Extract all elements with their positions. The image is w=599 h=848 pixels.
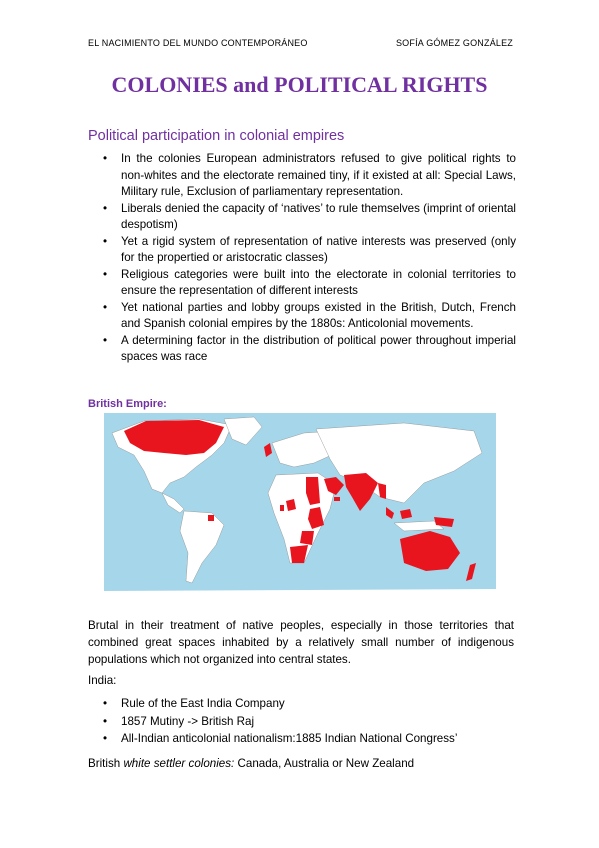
india-list [88,695,518,748]
list-item: • Liberals denied the capacity of ‘natives’ to rule themselves (imprint of oriental despotism) [121,201,516,234]
section-heading-british-empire: British Empire: [88,398,167,410]
list-item: • Religious categories were built into the electorate in colonial territories to ensure the representation of different interests [121,267,516,300]
list-item: • A determining factor in the distribution of political power throughout imperial spaces was race [121,333,516,366]
india-label: India: [88,674,117,687]
list-item: • 1857 Mutiny -> British Raj [121,713,518,731]
settler-prefix: British [88,757,124,770]
header-course-title: EL NACIMIENTO DEL MUNDO CONTEMPORÁNEO [88,38,308,48]
guiana-territory [208,515,214,521]
rhodesia-territory [300,531,314,545]
political-participation-list [88,151,516,366]
list-item: • In the colonies European administrators refused to give political rights to non-whites and the electorate remained tiny, if it existed at all: Special Laws, Military rule, Exclusion of parliamentary representation. [121,151,516,201]
page-title: COLONIES and POLITICAL RIGHTS [111,72,488,97]
aden-territory [334,497,340,501]
british-empire-paragraph: Brutal in their treatment of native peoples, especially in those territories that combined great spaces inhabited by a relatively small number of indigenous populations which not organized into central states. [88,619,514,666]
list-item: • Yet a rigid system of representation of native interests was preserved (only for the propertied or aristocratic classes) [121,234,516,267]
list-item: • All-Indian anticolonial nationalism:1885 Indian National Congress’ [121,730,518,748]
british-empire-map [104,413,496,595]
world-map-image [104,413,496,595]
page-header [88,38,513,48]
gold-coast-territory [280,505,284,511]
settler-italic-term: white settler colonies: [123,757,235,770]
list-item: • Rule of the East India Company [121,695,518,713]
section-heading-political-participation: Political participation in colonial empires [88,128,345,144]
white-settler-colonies-line [88,757,414,770]
list-item: • Yet national parties and lobby groups existed in the British, Dutch, French and Spanish colonial empires by the 1880s: Anticolonial movements. [121,300,516,333]
header-author: SOFÍA GÓMEZ GONZÁLEZ [395,38,513,48]
settler-suffix: Canada, Australia or New Zealand [234,757,415,770]
